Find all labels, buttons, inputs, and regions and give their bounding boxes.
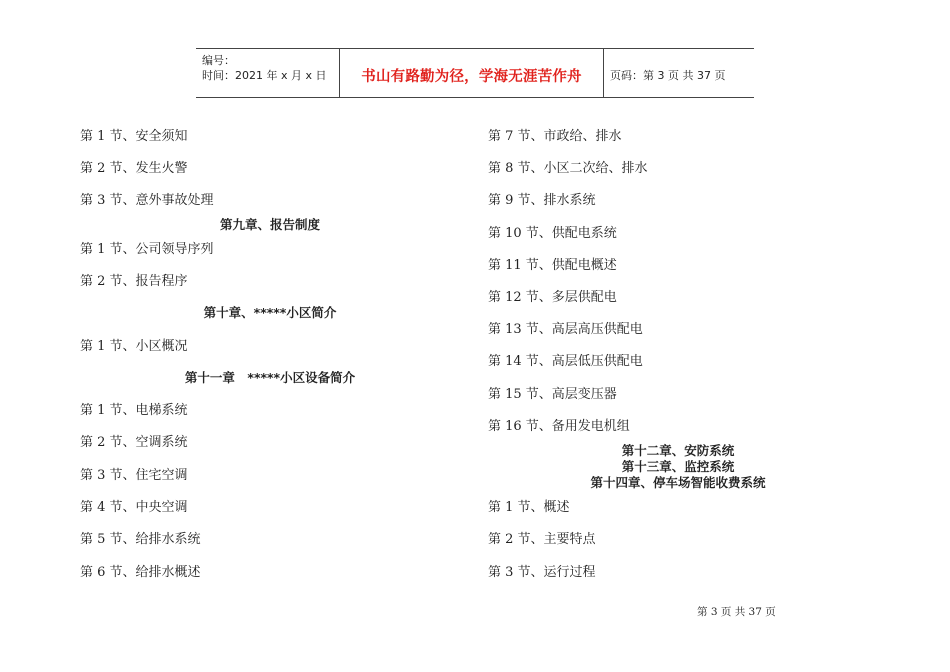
chapter-heading: 第十章、*****小区简介 (203, 305, 337, 320)
time-label: 时间：2021 年 x 月 x 日 (202, 69, 327, 82)
toc-entry: 第 1 节、安全须知 (80, 129, 188, 144)
toc-entry: 第 5 节、给排水系统 (80, 532, 201, 547)
toc-entry: 第 11 节、供配电概述 (488, 258, 617, 273)
chapter-heading: 第十四章、停车场智能收费系统 (590, 475, 766, 490)
toc-entry: 第 3 节、运行过程 (488, 565, 596, 580)
number-label: 编号： (202, 54, 235, 67)
toc-entry: 第 8 节、小区二次给、排水 (488, 161, 648, 176)
page-label: 页码：第 3 页 共 37 页 (610, 69, 726, 82)
chapter-heading: 第十二章、安防系统 (621, 443, 735, 458)
toc-entry: 第 4 节、中央空调 (80, 500, 188, 515)
toc-entry: 第 14 节、高层低压供配电 (488, 354, 643, 369)
toc-entry: 第 1 节、小区概况 (80, 339, 188, 354)
chapter-heading: 第十三章、监控系统 (621, 459, 735, 474)
toc-entry: 第 2 节、报告程序 (80, 274, 188, 289)
toc-entry: 第 1 节、概述 (488, 500, 570, 515)
header-motto-cell (340, 49, 604, 97)
toc-entry: 第 3 节、住宅空调 (80, 468, 188, 483)
page-footer: 第 3 页 共 37 页 (697, 606, 776, 618)
toc-entry: 第 3 节、意外事故处理 (80, 193, 214, 208)
header-table (196, 48, 754, 98)
toc-entry: 第 2 节、主要特点 (488, 532, 596, 547)
toc-entry: 第 1 节、公司领导序列 (80, 242, 214, 257)
toc-entry: 第 12 节、多层供配电 (488, 290, 617, 305)
toc-entry: 第 7 节、市政给、排水 (488, 129, 622, 144)
chapter-heading: 第十一章 *****小区设备简介 (184, 370, 356, 385)
toc-entry: 第 13 节、高层高压供配电 (488, 322, 643, 337)
motto: 书山有路勤为径，学海无涯苦作舟 (361, 69, 582, 85)
toc-entry: 第 15 节、高层变压器 (488, 387, 617, 402)
chapter-heading: 第九章、报告制度 (219, 217, 320, 232)
toc-entry: 第 10 节、供配电系统 (488, 226, 617, 241)
toc-entry: 第 2 节、空调系统 (80, 435, 188, 450)
header-page-cell (604, 49, 754, 97)
header-info-cell (196, 49, 340, 97)
toc-entry: 第 16 节、备用发电机组 (488, 419, 630, 434)
toc-entry: 第 2 节、发生火警 (80, 161, 188, 176)
toc-entry: 第 6 节、给排水概述 (80, 565, 201, 580)
toc-entry: 第 1 节、电梯系统 (80, 403, 188, 418)
toc-entry: 第 9 节、排水系统 (488, 193, 596, 208)
